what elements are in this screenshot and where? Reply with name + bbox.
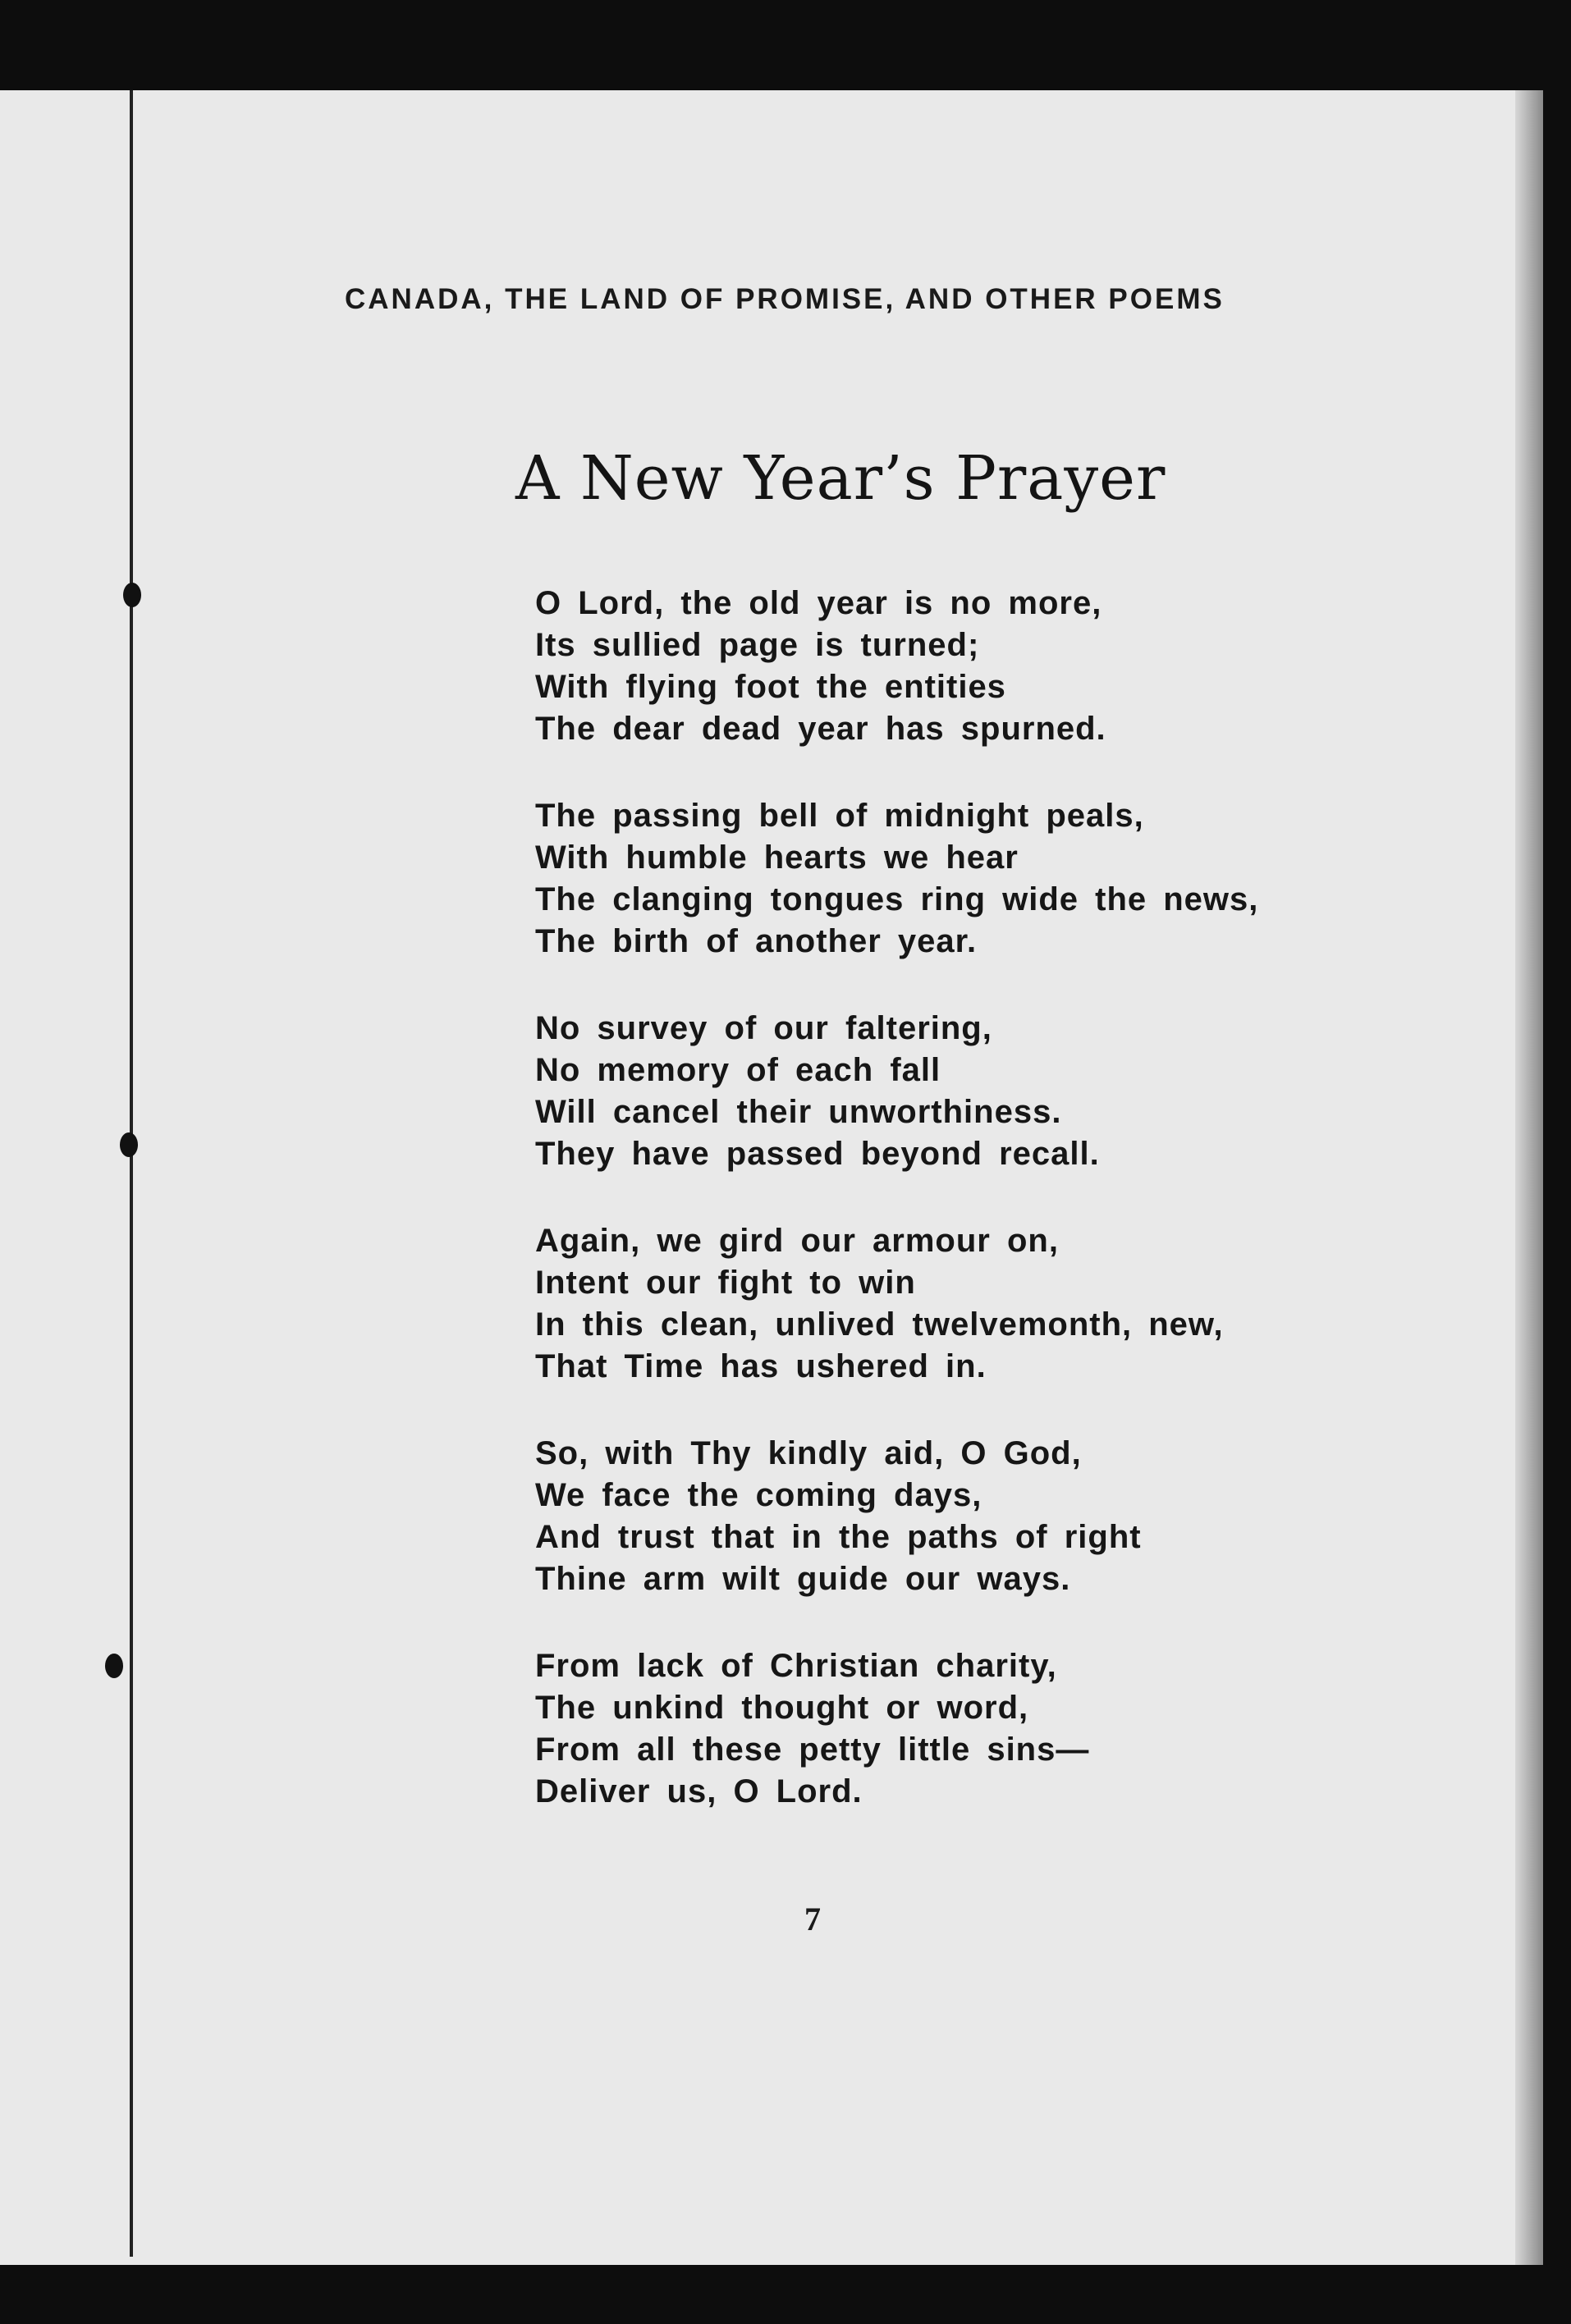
stanza <box>535 795 1479 963</box>
poem-line: The birth of another year. <box>535 923 978 959</box>
poem-line: And trust that in the paths of right <box>535 1519 1142 1555</box>
stanza <box>535 1645 1479 1813</box>
poem-body <box>535 583 1479 1858</box>
running-head: CANADA, THE LAND OF PROMISE, AND OTHER POEMS <box>345 283 1225 315</box>
binding-stitch-icon <box>120 1132 138 1157</box>
poem-line: With flying foot the entities <box>535 669 1006 705</box>
poem-line: Deliver us, O Lord. <box>535 1773 863 1809</box>
page-edge-shadow <box>1515 90 1543 2265</box>
binding-stitch-icon <box>105 1654 123 1678</box>
poem-line: The dear dead year has spurned. <box>535 711 1106 747</box>
poem-title: A New Year’s Prayer <box>515 443 1166 514</box>
poem-line: O Lord, the old year is no more, <box>535 585 1102 621</box>
poem-line: No survey of our faltering, <box>535 1010 992 1046</box>
stanza <box>535 583 1479 750</box>
binding-spine <box>130 90 133 2257</box>
poem-line: Its sullied page is turned; <box>535 627 980 663</box>
poem-line: No memory of each fall <box>535 1052 941 1088</box>
poem-line: From all these petty little sins— <box>535 1732 1090 1768</box>
poem-line: The unkind thought or word, <box>535 1690 1029 1726</box>
poem-line: The passing bell of midnight peals, <box>535 798 1144 834</box>
binding-stitch-icon <box>123 583 141 607</box>
poem-line: Will cancel their unworthiness. <box>535 1094 1062 1130</box>
stanza <box>535 1008 1479 1175</box>
poem-line: Intent our fight to win <box>535 1265 916 1301</box>
poem-line: That Time has ushered in. <box>535 1348 987 1384</box>
poem-line: We face the coming days, <box>535 1477 982 1513</box>
poem-line: So, with Thy kindly aid, O God, <box>535 1435 1082 1471</box>
stanza <box>535 1433 1479 1600</box>
poem-line: They have passed beyond recall. <box>535 1136 1100 1172</box>
poem-line: With humble hearts we hear <box>535 839 1019 876</box>
poem-line: Thine arm wilt guide our ways. <box>535 1561 1071 1597</box>
poem-line: In this clean, unlived twelvemonth, new, <box>535 1306 1224 1343</box>
page-number: 7 <box>804 1901 821 1937</box>
poem-line: The clanging tongues ring wide the news, <box>535 881 1259 917</box>
poem-line: From lack of Christian charity, <box>535 1648 1057 1684</box>
poem-line: Again, we gird our armour on, <box>535 1223 1059 1259</box>
stanza <box>535 1220 1479 1388</box>
